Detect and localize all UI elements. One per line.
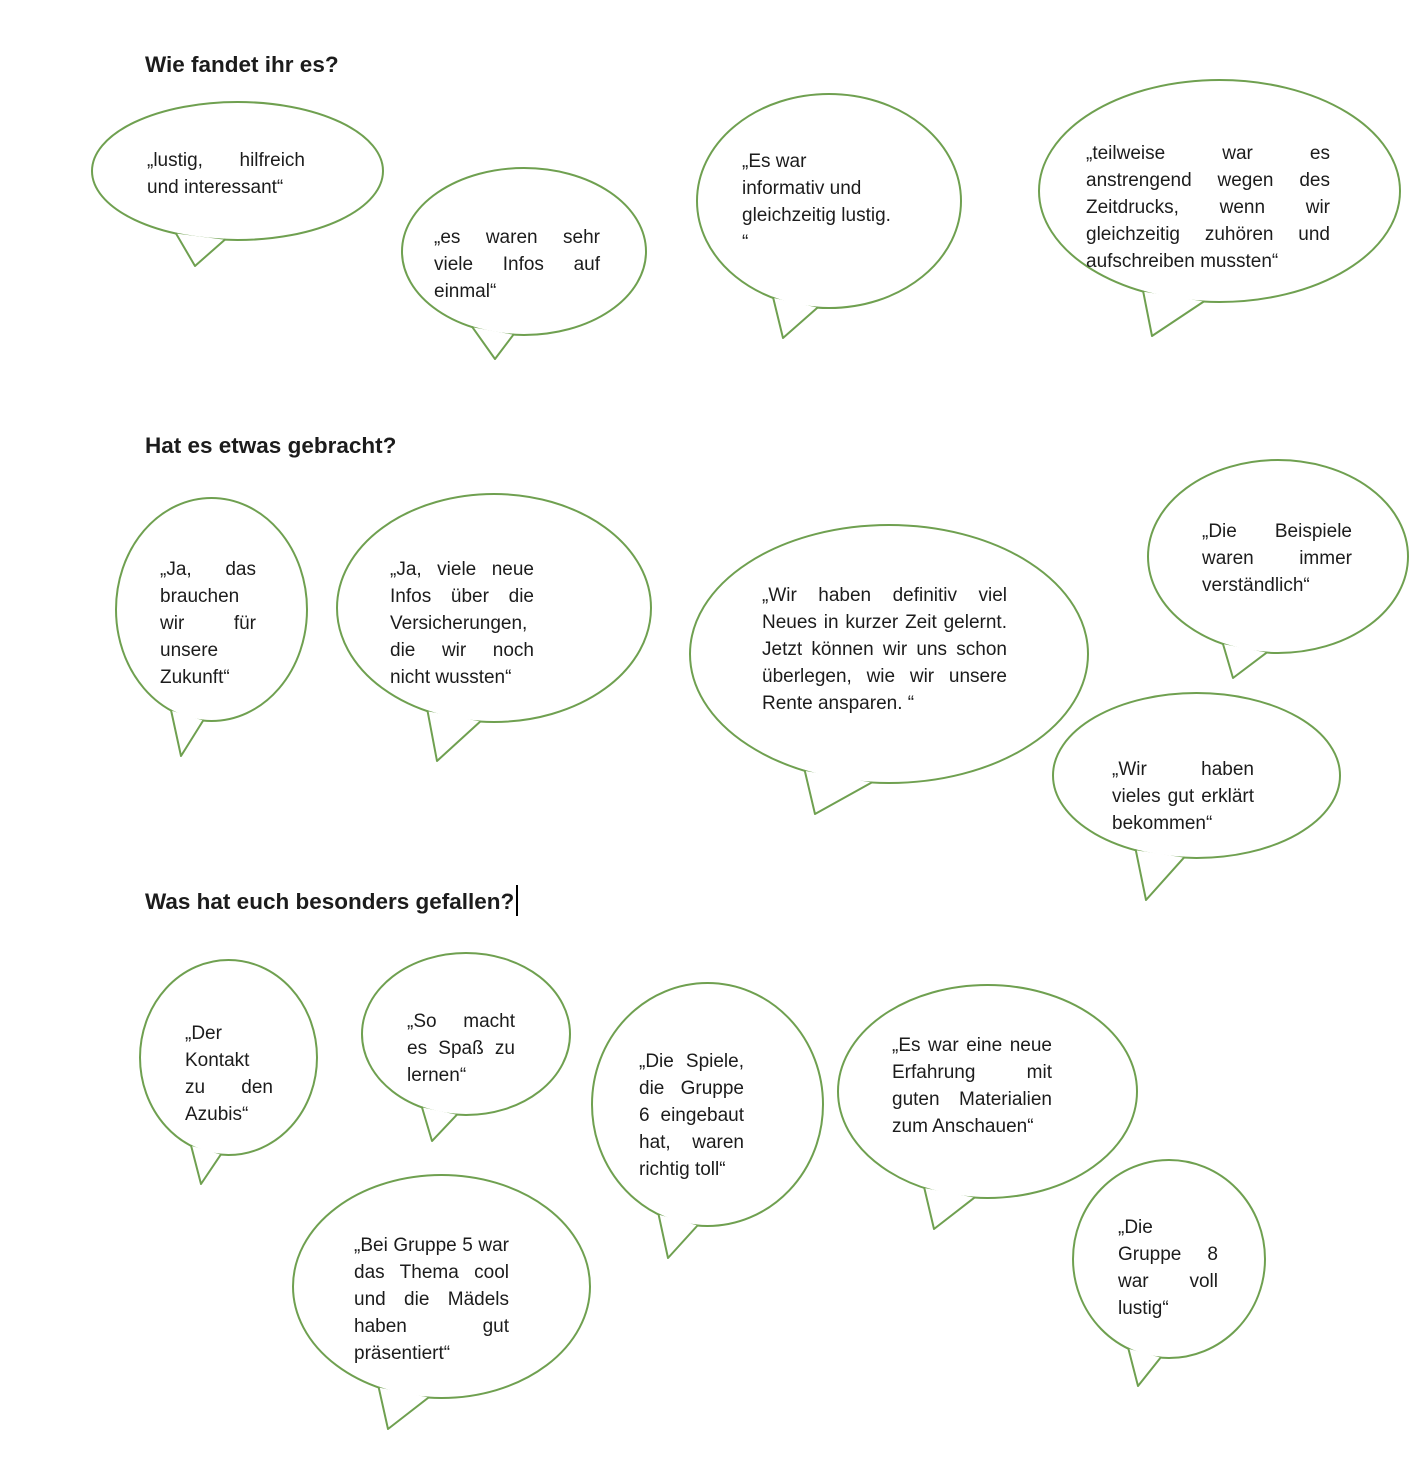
speech-bubble-text: „Die Gruppe 8 war voll lustig“ (1118, 1217, 1218, 1319)
section-heading-1 (145, 50, 339, 80)
speech-bubble-text: „teilweise war es anstrengend wegen des Zeitdrucks, wenn wir gleichzeitig zuhören und aufschreiben mussten“ (1086, 143, 1330, 272)
speech-bubble-text: „Die Spiele, die Gruppe 6 eingebaut hat, waren richtig toll“ (639, 1051, 744, 1180)
speech-bubble-text: „Ja, viele neue Infos über die Versicherungen, die wir noch nicht wussten“ (390, 559, 534, 688)
section-heading-3-text: Was hat euch besonders gefallen? (145, 889, 515, 914)
speech-bubble-text: „es waren sehr viele Infos auf einmal“ (434, 227, 600, 302)
speech-bubble-text: „Wir haben definitiv viel Neues in kurzer Zeit gelernt. Jetzt können wir uns schon überlegen, wie wir unsere Rente ansparen. “ (762, 585, 1007, 714)
speech-bubble-text: „Bei Gruppe 5 war das Thema cool und die Mädels haben gut präsentiert“ (354, 1235, 509, 1364)
speech-bubble-text: „Es war eine neue Erfahrung mit guten Materialien zum Anschauen“ (892, 1035, 1052, 1137)
speech-bubble-text: „So macht es Spaß zu lernen“ (407, 1011, 515, 1086)
section-heading-3 (145, 885, 518, 917)
speech-bubble-text: „Der Kontakt zu den Azubis“ (185, 1023, 273, 1125)
section-heading-2-text: Hat es etwas gebracht? (145, 433, 397, 458)
speech-bubble-text: „Die Beispiele waren immer verständlich“ (1202, 521, 1352, 596)
speech-bubble-text: „lustig, hilfreich und interessant“ (147, 150, 305, 198)
section-heading-2 (145, 431, 396, 461)
speech-bubble-text: „Ja, das brauchen wir für unsere Zukunft“ (160, 559, 256, 688)
text-cursor (516, 885, 518, 916)
speech-bubble-text: „Es war informativ und gleichzeitig lustig. “ (742, 151, 891, 253)
section-heading-1-text: Wie fandet ihr es? (145, 52, 339, 77)
speech-bubble-text: „Wir haben vieles gut erklärt bekommen“ (1112, 759, 1254, 834)
